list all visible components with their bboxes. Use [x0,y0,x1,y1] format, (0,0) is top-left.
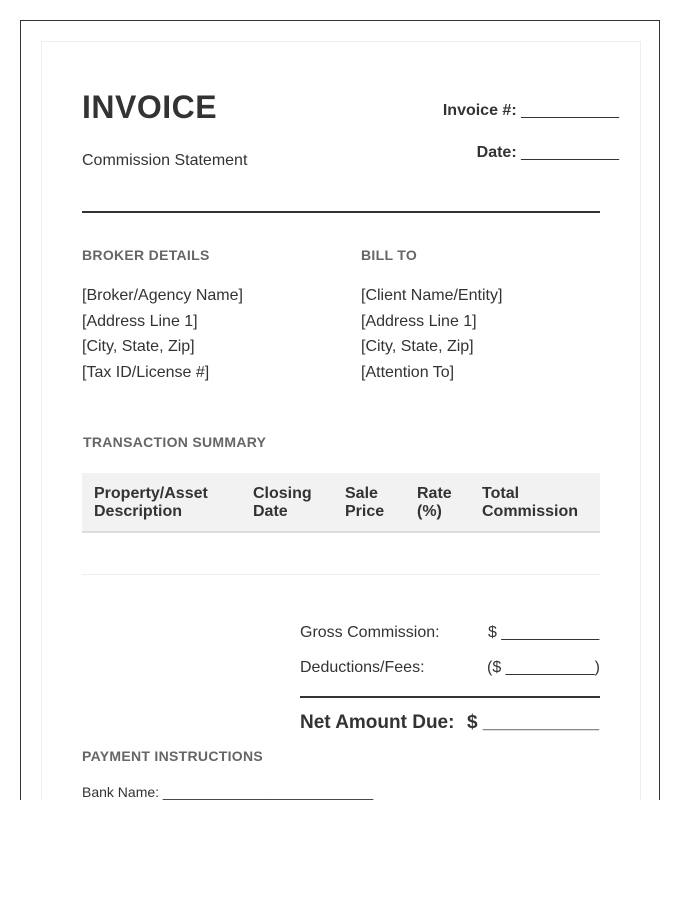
broker-name: [Broker/Agency Name] [82,287,243,304]
invoice-number-label: Invoice #: [442,102,517,119]
totals-divider [300,696,600,698]
gross-commission-label: Gross Commission: [300,624,440,641]
broker-city-state-zip: [City, State, Zip] [82,338,195,355]
header-divider [82,211,600,213]
gross-commission-value[interactable]: $ ___________ [488,624,600,641]
column-rate: Rate (%) [417,485,452,520]
net-amount-due-value[interactable]: $ ___________ [467,712,600,733]
column-sale-price: Sale Price [345,485,385,520]
deductions-value[interactable]: ($ __________) [487,659,600,676]
client-address-line-1: [Address Line 1] [361,312,477,330]
deductions-label: Deductions/Fees: [300,659,425,676]
client-city-state-zip: [City, State, Zip] [361,338,474,355]
net-amount-due-label: Net Amount Due: [300,712,455,733]
client-attention: [Attention To] [361,363,455,381]
broker-details-heading: BROKER DETAILS [82,247,210,263]
bank-name-field[interactable]: Bank Name: ___________________________ [82,784,374,800]
column-closing-date: Closing Date [253,485,312,520]
date-field[interactable] [477,144,619,162]
broker-tax-id: [Tax ID/License #] [82,363,210,381]
date-label: Date: [476,144,517,161]
transaction-table-header [82,473,600,533]
date-blank: ___________ [521,144,619,161]
invoice-number-field[interactable] [443,102,619,120]
broker-address-block [82,283,243,385]
broker-address-line-1: [Address Line 1] [82,312,198,330]
page-frame [20,20,660,800]
invoice-title: INVOICE [82,89,218,125]
payment-instructions-heading: PAYMENT INSTRUCTIONS [82,748,264,764]
bill-to-address-block [361,283,502,385]
table-body-divider [82,574,600,575]
column-total-commission: Total Commission [482,485,579,520]
bill-to-heading: BILL TO [361,247,418,263]
invoice-subtitle: Commission Statement [82,152,248,169]
transaction-summary-heading: TRANSACTION SUMMARY [83,434,267,450]
client-name: [Client Name/Entity] [361,287,503,304]
invoice-number-blank: ___________ [521,102,619,119]
column-property-description: Property/Asset Description [94,485,208,520]
